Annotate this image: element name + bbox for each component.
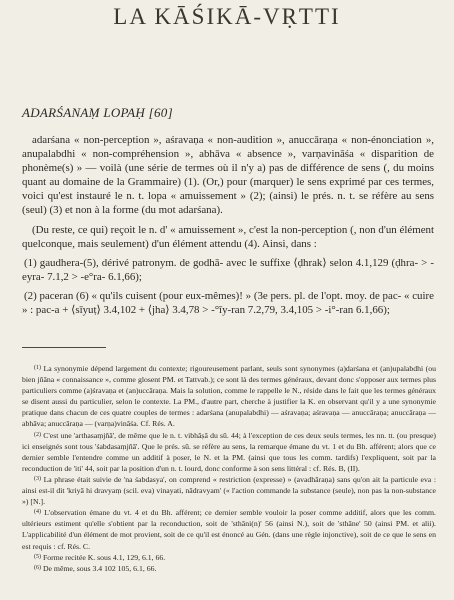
footnote — [22, 552, 436, 563]
footnote-text: Forme recitée K. sous 4.1, 129, 6.1, 66. — [42, 552, 166, 562]
footnote — [22, 474, 436, 507]
paragraph-definition: adarśana « non-perception », aśravaṇa « non-audition », anuccāraṇa « non-énonciation », anupalabdhi « non-compréhension », abhāva « absence », varṇavināśa « disparition de phonème(s) » — voilà (une série de termes où il n'y a) pas de différence de sens (, du moins quant au domaine de la Grammaire) (1). (Or,) pour (marquer) le sens exprimé par ces termes, voici qu'est instauré le n. t. lopa « amuissement » (2); (ainsi) le prés. n. t. se réfère au sens (seul) (3) et non à la forme (du mot adarśana). — [22, 134, 434, 217]
footnote-text: L'observation émane du vt. 4 et du Bh. afférent; ce dernier semble vouloir la poser comme additif, alors que les comm. ultérieurs estiment qu'elle s'obtient par la reconduction, soit de 'sthāni(n)' 56 (ainsi N.), soit de 'sthāne' 50 (ainsi PM. et alii). L'applicabilité d'un élément de mot provient, soit de ce qu'il est énoncé au Gén. (dans une règle injonctive), soit de ce que le sens en est requis : cf. Rés. C. — [22, 508, 436, 551]
footnote-text: La phrase était suivie de 'na śabdasya', on comprend « restriction (expresse) » (avadhāraṇa) sans qu'on ait la particule eva : ainsi est-il dit 'kriyā hi dravyaṃ (scil. eva) vinayati, nādravyam' (« l'action commande la substance (seule), non pas la non-substance ») [N.]. — [22, 474, 437, 507]
footnote — [22, 430, 436, 474]
paragraph-expected-element: (Du reste, ce qui) reçoit le n. d' « amuissement », c'est la non-perception (, non d'un élément quelconque, mais seulement) d'un élément attendu (4). Ainsi, dans : — [22, 223, 434, 250]
footnote-number: (2) — [34, 431, 41, 438]
footnote-text: De même, sous 3.4 102 105, 6.1, 66. — [42, 563, 157, 573]
footnote-number: (4) — [34, 509, 41, 516]
sutra-heading: ADARŚANAṂ LOPAḤ [60] — [22, 105, 173, 120]
footnote-number: (3) — [34, 475, 41, 482]
footnote-number: (5) — [34, 553, 41, 560]
footnotes — [22, 363, 436, 574]
footnote-number: (1) — [34, 365, 41, 371]
main-body-text — [22, 133, 434, 322]
footnote-text: La synonymie dépend largement du contexte; rigoureusement parlant, seuls sont synonymes (a)darśana et (an)upalabdhi (ou bien jñāna « connaissance », comme glosent PM. et Tattvab.); ce sont là des termes généraux, devant donc s'opposer aux termes plus particuliers comme (a)śravaṇa et (an)uccāraṇa. Mais la solution, comme le rappelle le N., réside dans le fait que les termes généraux se disent aussi du particulier, selon le contexte. La PM., d'autre part, cherche à justifier la K. en observant qu'il y a une synonymie pratique dans chacun de ces quatre couples de termes : adarśana (anupalabdhi) — aśravaṇa; aśravaṇa — anuccāraṇa; anuccāraṇa — abhāva; anuccāraṇa — (varṇa)vināśa. Cf. Rés. A. — [22, 364, 436, 429]
paragraph-example-2: (2) paceran (6) « qu'ils cuisent (pour eux-mêmes)! » (3e pers. pl. de l'opt. moy. de pac- « cuire » : pac-a + ⟨sīyuṭ⟩ 3.4,102 + ⟨jha⟩ 3.4,78 > -°īy-ran 7.2,79, 3.4,105 > -i°-ran 6.1,66); — [22, 289, 434, 317]
footnote — [22, 563, 436, 574]
paragraph-example-1: (1) gaudhera-(5), dérivé patronym. de godhā- avec le suffixe ⟨ḍhrak⟩ selon 4.1,129 (ḍhra- > -eyra- 7.1,2 > -e°ra- 6.1,66); — [22, 256, 434, 283]
footnote — [22, 507, 436, 551]
running-title: LA KĀŚIKĀ-VṚTTI — [113, 4, 341, 29]
footnote-number: (6) — [34, 564, 41, 571]
footnote — [22, 363, 436, 430]
footnote-separator — [22, 347, 106, 348]
footnote-text: C'est une 'arthasaṃjñā', de même que le n. t. vibhāṣā du sū. 44; à l'exception de ces deux seuls termes, les nn. tt. (ou presque) ici enseignés sont tous 'śabdasaṃjñā'. Que le prés. sū. se réfère au sens, la remarque émane du vt. 1 et du Bh. afférent; alors que ce dernier semble l'entendre comme un additif à poser, le N. et la PM. (ainsi que tous les comm. tardifs) l'expliquent, soit par la reconduction de 'iti' 44, soit par la position d'un n. t. lourd, donc conforme à son sens littéral : cf. Rés. B, (II). — [22, 430, 437, 473]
